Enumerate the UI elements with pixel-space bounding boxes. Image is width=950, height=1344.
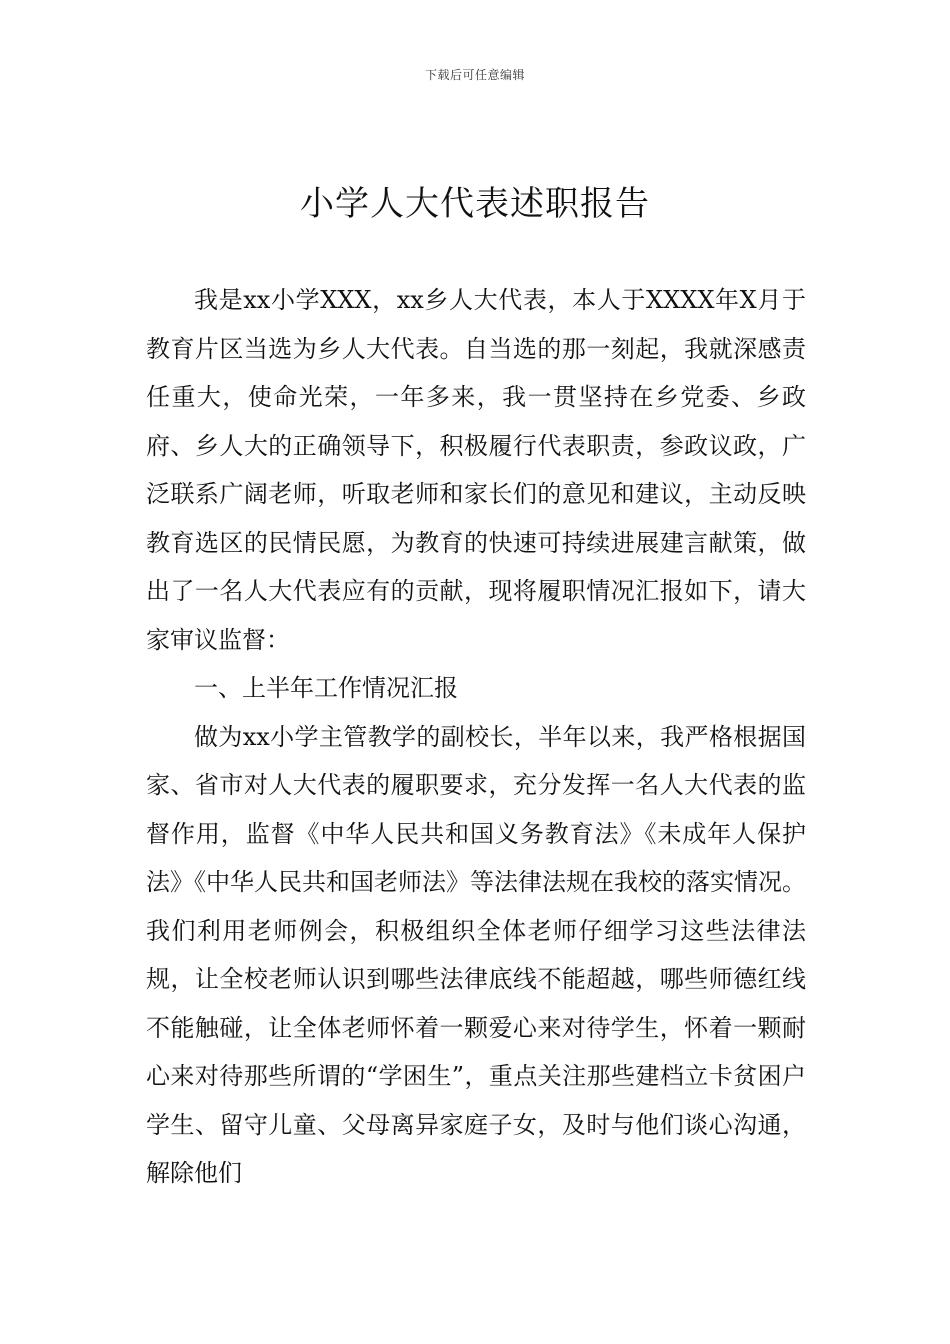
- header-note: 下载后可任意编辑: [424, 68, 525, 82]
- document-title: 小学人大代表述职报告: [300, 184, 650, 224]
- document-body: [146, 276, 806, 1198]
- section-heading-1: 一、上半年工作情况汇报: [194, 674, 458, 702]
- paragraph-section-1: 做为xx小学主管教学的副校长，半年以来，我严格根据国家、省市对人大代表的履职要求，充分发挥一名人大代表的监督作用，监督《中华人民共和国义务教育法》《未成年人保护法》《中华人民共和国老师法》等法律法规在我校的落实情况。我们利用老师例会，积极组织全体老师仔细学习这些法律法规，让全校老师认识到哪些法律底线不能超越，哪些师德红线不能触碰，让全体老师怀着一颗爱心来对待学生，怀着一颗耐心来对待那些所谓的“学困生”，重点关注那些建档立卡贫困户学生、留守儿童、父母离异家庭子女，及时与他们谈心沟通，解除他们: [146, 722, 806, 1187]
- paragraph-intro: 我是xx小学XXX，xx乡人大代表，本人于XXXX年X月于教育片区当选为乡人大代表。自当选的那一刻起，我就深感责任重大，使命光荣，一年多来，我一贯坚持在乡党委、乡政府、乡人大的正确领导下，积极履行代表职责，参政议政，广泛联系广阔老师，听取老师和家长们的意见和建议，主动反映教育选区的民情民愿，为教育的快速可持续进展建言献策，做出了一名人大代表应有的贡献，现将履职情况汇报如下，请大家审议监督：: [146, 286, 806, 654]
